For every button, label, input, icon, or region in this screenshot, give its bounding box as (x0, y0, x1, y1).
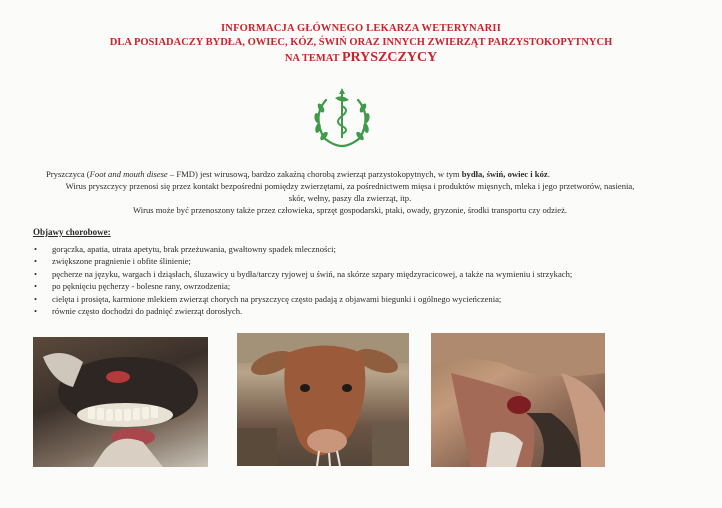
affected-species: bydła, świń, owiec i kóz (461, 169, 548, 179)
english-disease-name: Foot and mouth disese (89, 169, 168, 179)
bullet: • (34, 281, 38, 292)
bullet: • (34, 293, 38, 304)
list-item: • pęcherze na języku, wargach i dziąsłach, śluzawicy u bydła/tarczy ryjowej u świń, na skórze szpary międzyracicowej, a także na wymieniu i strzykach; (34, 268, 573, 279)
list-item: • gorączka, apatia, utrata apetytu, brak przeżuwania, gwałtowny spadek mleczności; (34, 244, 336, 254)
list-item: • po pęknięciu pęcherzy - bolesne rany, owrzodzenia; (34, 281, 231, 292)
intro-paragraph-2: Wirus pryszczycy przenosi się przez kontakt bezpośredni pomiędzy zwierzętami, za pośrednictwem mięsa i produktów mięsnych, mleka i jego przetworów, nasienia, skór, wełny, paszy dla zwierząt, itp. (65, 181, 635, 203)
veterinary-logo-icon (304, 86, 380, 150)
symptoms-list (34, 243, 674, 317)
list-item: • równie często dochodzi do padnięć zwierząt dorosłych. (34, 306, 243, 317)
intro-section (30, 168, 670, 216)
photo-calf-drooling (237, 333, 409, 466)
bullet: • (34, 306, 38, 317)
header-line-2: DLA POSIADACZY BYDŁA, OWIEC, KÓZ, ŚWIŃ ORAZ INNYCH ZWIERZĄT PARZYSTOKOPYTNYCH (109, 37, 613, 48)
bullet: • (34, 244, 38, 254)
list-item: • cielęta i prosięta, karmione mlekiem zwierząt chorych na pryszczycę często padają z objawami biegunki i ogólnego wycieńczenia; (34, 293, 502, 304)
header-line-3-prefix: NA TEMAT (284, 53, 342, 64)
symptoms-heading: Objawy chorobowe: (33, 227, 111, 237)
bullet: • (34, 256, 38, 267)
header-disease-name: PRYSZCZYCY (342, 50, 438, 65)
photo-hoof-lesion (431, 333, 605, 467)
photo-animal-mouth-lesions (33, 337, 208, 467)
intro-paragraph-1: Pryszczyca (Foot and mouth disese – FMD) jest wirusową, bardzo zakaźną chorobą zwierząt parzystokopytnych, w tym bydła, świń, owiec i kóz. (46, 169, 550, 179)
document-header (0, 22, 722, 67)
bullet: • (34, 268, 38, 279)
list-item: • zwiększone pragnienie i obfite ślinienie; (34, 256, 191, 267)
intro-paragraph-3: Wirus może być przenoszony także przez człowieka, sprzęt gospodarski, ptaki, owady, gryzonie, środki transportu czy odzież. (132, 205, 568, 215)
header-line-3 (0, 50, 722, 67)
header-line-1: INFORMACJA GŁÓWNEGO LEKARZA WETERYNARII (221, 23, 501, 34)
